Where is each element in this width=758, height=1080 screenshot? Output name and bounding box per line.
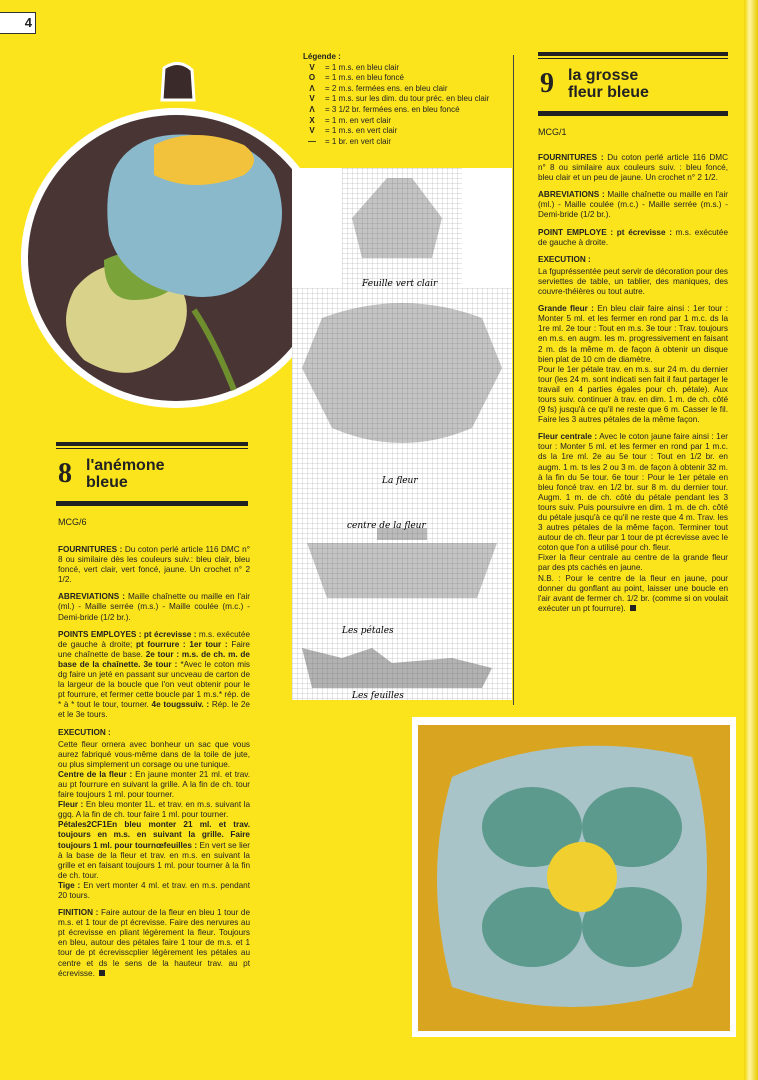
legend-symbol: Λ: [309, 104, 315, 114]
legend-symbol: V: [309, 126, 315, 136]
section-9-header: [538, 52, 728, 116]
column-divider: [513, 55, 514, 705]
big-blue-flower-photo: [412, 717, 736, 1037]
section-9-code: MCG/1: [538, 127, 567, 137]
crochet-chart: [292, 168, 512, 700]
legend-text: = 1 br. en vert clair: [325, 136, 392, 146]
chart-label-petales: Les pétales: [342, 626, 394, 636]
legend-item: [303, 116, 508, 127]
chart-label-feuilles: Les feuilles: [352, 691, 404, 700]
legend-item: [303, 73, 508, 84]
section-9-title-2: fleur bleue: [568, 84, 649, 101]
legend-text: = 1 m.s. en bleu clair: [325, 62, 400, 72]
section-9-number: 9: [540, 68, 554, 99]
legend-symbol: O: [308, 73, 316, 83]
legend-text: = 2 m.s. fermées ens. en bleu clair: [325, 83, 448, 93]
page-number: 4: [0, 12, 36, 34]
legend-symbol: Λ: [309, 83, 315, 93]
section-8-body: FOURNITURES : Du coton perlé article 116 DMC n° 8 ou similaire dès les couleurs suiv.: bleu clair, bleu foncé, vert clair, vert foncé, jaune. Un crochet n° 2 1/2. ABREVIATIONS : Maille chaînette ou maille en l'air (ml.) - Maille serrée (m.s.) - Maille coulée (m.c.) - Demi-bride (1/2 br.). POINTS EMPLOYES : pt écrevisse : m.s. exécutée de gauche à droite; pt fourrure : 1er tour : Faire une chaînette de base. 2e tour : m.s. de ch. m. de base de la chaînette. 3e tour : *Avec le coton mis dg faire un jeté en passant sur uncveau de carton de la largeur de la boucle que l'on veut obtenir pour le pt fourrure, et fermer cette boucle par 1 m.s.* rép. de * à * tout le tour, tourner. 4e tougssuiv. : Rép. le 2e et le 3e tours. EXECUTION : Cette fleur ornera avec bonheur un sac que vous aurez fabriqué vous-même dans de la toile de jute, ou plus simplement un corsage ou une tunique. Centre de la fleur : En jaune monter 21 ml. et trav. au pt fourrure en suivant la grille. A la fin de ch. tour faire toujours 1 ml. pour tourner. Fleur : En bleu monter 1L. et trav. en m.s. suivant la ggq. A la fin de ch. tour faire 1 ml. pour tourner. Pétales2CF1En bleu monter 21 ml. et trav. toujours en m.s. en suivant la grille. Faire toujours 1 ml. pour tournœfeuilles : En vert se lier à la base de la fleur et trav. en m.s. en suivant la grille et en faisant toujours 1 ml. pour tourner à la fin de ch. tour. Tige : En vert monter 4 ml. et trav. en m.s. pendant 20 tours. FINITION : Faire autour de la fleur en bleu 1 tour de m.s. et 1 tour de pt écrevisse. Faire des nervures au pt écrevisse en pliant légèrement la fleur. Toujours en bleu, autour des pétales faire 1 tour de m.s. et 1 tour de pt écrevisscplier légèrement les pétales au centre et ds le sens de la hauteur trav. au pt écrevisse.: [58, 545, 251, 978]
legend-text: = 3 1/2 br. fermées ens. en bleu foncé: [325, 104, 460, 114]
legend-symbol: V: [309, 94, 315, 104]
section-8-number: 8: [58, 458, 72, 489]
legend-item: [303, 126, 508, 137]
section-8-title-1: l'anémone: [86, 457, 165, 474]
section-8-header: [56, 442, 248, 506]
legend-symbol: V: [309, 62, 315, 72]
legend-text: = 1 m.s. en bleu foncé: [325, 73, 404, 83]
legend-title: Légende :: [303, 52, 341, 61]
legend-item: [303, 137, 508, 148]
chart-legend: [303, 52, 508, 147]
end-mark: [630, 605, 636, 611]
page-edge: [744, 0, 758, 1080]
legend-text: = 1 m. en vert clair: [325, 115, 392, 125]
section-9-body: FOURNITURES : Du coton perlé article 116 DMC n° 8 ou similaire aux couleurs suiv. : bleu foncé, bleu clair et un peu de jaune. Un crochet n° 2 1/2. ABREVIATIONS : Maille chaînette ou maille en l'air (ml.) - Maille coulée (m.c.) - Maille serrée (m.s.) - Demi-bride (1/2 br.). POINT EMPLOYE : pt écrevisse : m.s. exécutée de gauche à droite. EXECUTION : La fgupréssentée peut servir de décoration pour des serviettes de table, un tablier, des maniques, des couvre-théières ou tout autre. Grande fleur : En bleu clair faire ainsi : 1er tour : Monter 5 ml. et les fermer en rond par 1 m.c. ds la 1re ml. 2e tour : Tout en m.s. 3e tour : Trav. toujours en m.s. en augm. les m. progressivement en faisant 2 m. ds la même m. de façon à obtenir un disque bien plat de 10 cm de diamètre. Pour le 1er pétale trav. en m.s. sur 24 m. du dernier tour (les 24 m. sont indicati sen fait il faut partager le travail en 4 parties égales pour ch. pétale). Aux tours suiv. continuer à trav. en dim. 1 m. de ch. côté (9 fs) jusqu'à ce qu'il ne reste que 6 m. Casser le fil. Faire les 3 autres pétales de la même façon. Fleur centrale : Avec le coton jaune faire ainsi : 1er tour : Monter 5 ml. et les fermer en rond par 1 m.c. ds la 1re ml. 2e au 5e tour : Tout en 1/2 br. en augm. 1 m. ts les 2 ou 3 m. de façon à obtenir 32 m. à la fin du 5e tour. 6e tour : Pour le 1er pétale en bleu foncé trav. en 1/2 br. sur 8 m. du dernier tour. Augm. 1 m. de ch. côté du pétale pendant les 3 tours suiv. Puis poursuivre en dim. 1 m. de ch. côté du pétale jusqu'à ce qu'il ne reste que 4 m. Trav. les 3 autres pétales de la même façon. Terminer tout autour de ch. fleur par 1 tour de pt écrevisse avec le coton que l'on a utilisé pour ch. fleur. Fixer la fleur centrale au centre de la grande fleur par des pts cachés en jaune. N.B. : Pour le centre de la fleur en jaune, pour donner du gonflant au point, laisser une boucle en l'air avant de fermer ch. 1/2 br. (comme si on voulait exécuter un pt fourrure).: [538, 153, 729, 613]
legend-item: [303, 63, 508, 74]
legend-item: [303, 84, 508, 95]
chart-label-feuille: Feuille vert clair: [362, 279, 438, 289]
chart-label-centre: centre de la fleur: [347, 521, 426, 531]
chart-label-fleur: La fleur: [382, 476, 418, 486]
legend-symbol: —: [308, 136, 316, 146]
anemone-potholder-photo: [14, 60, 339, 415]
section-8-code: MCG/6: [58, 517, 87, 527]
legend-item: [303, 105, 508, 116]
section-9-title-1: la grosse: [568, 67, 639, 84]
section-8-title-2: bleue: [86, 474, 128, 491]
legend-text: = 1 m.s. en vert clair: [325, 126, 398, 136]
legend-text: = 1 m.s. sur les dim. du tour préc. en bleu clair: [325, 94, 490, 104]
end-mark: [99, 970, 105, 976]
legend-item: [303, 94, 508, 105]
legend-symbol: X: [309, 115, 315, 125]
